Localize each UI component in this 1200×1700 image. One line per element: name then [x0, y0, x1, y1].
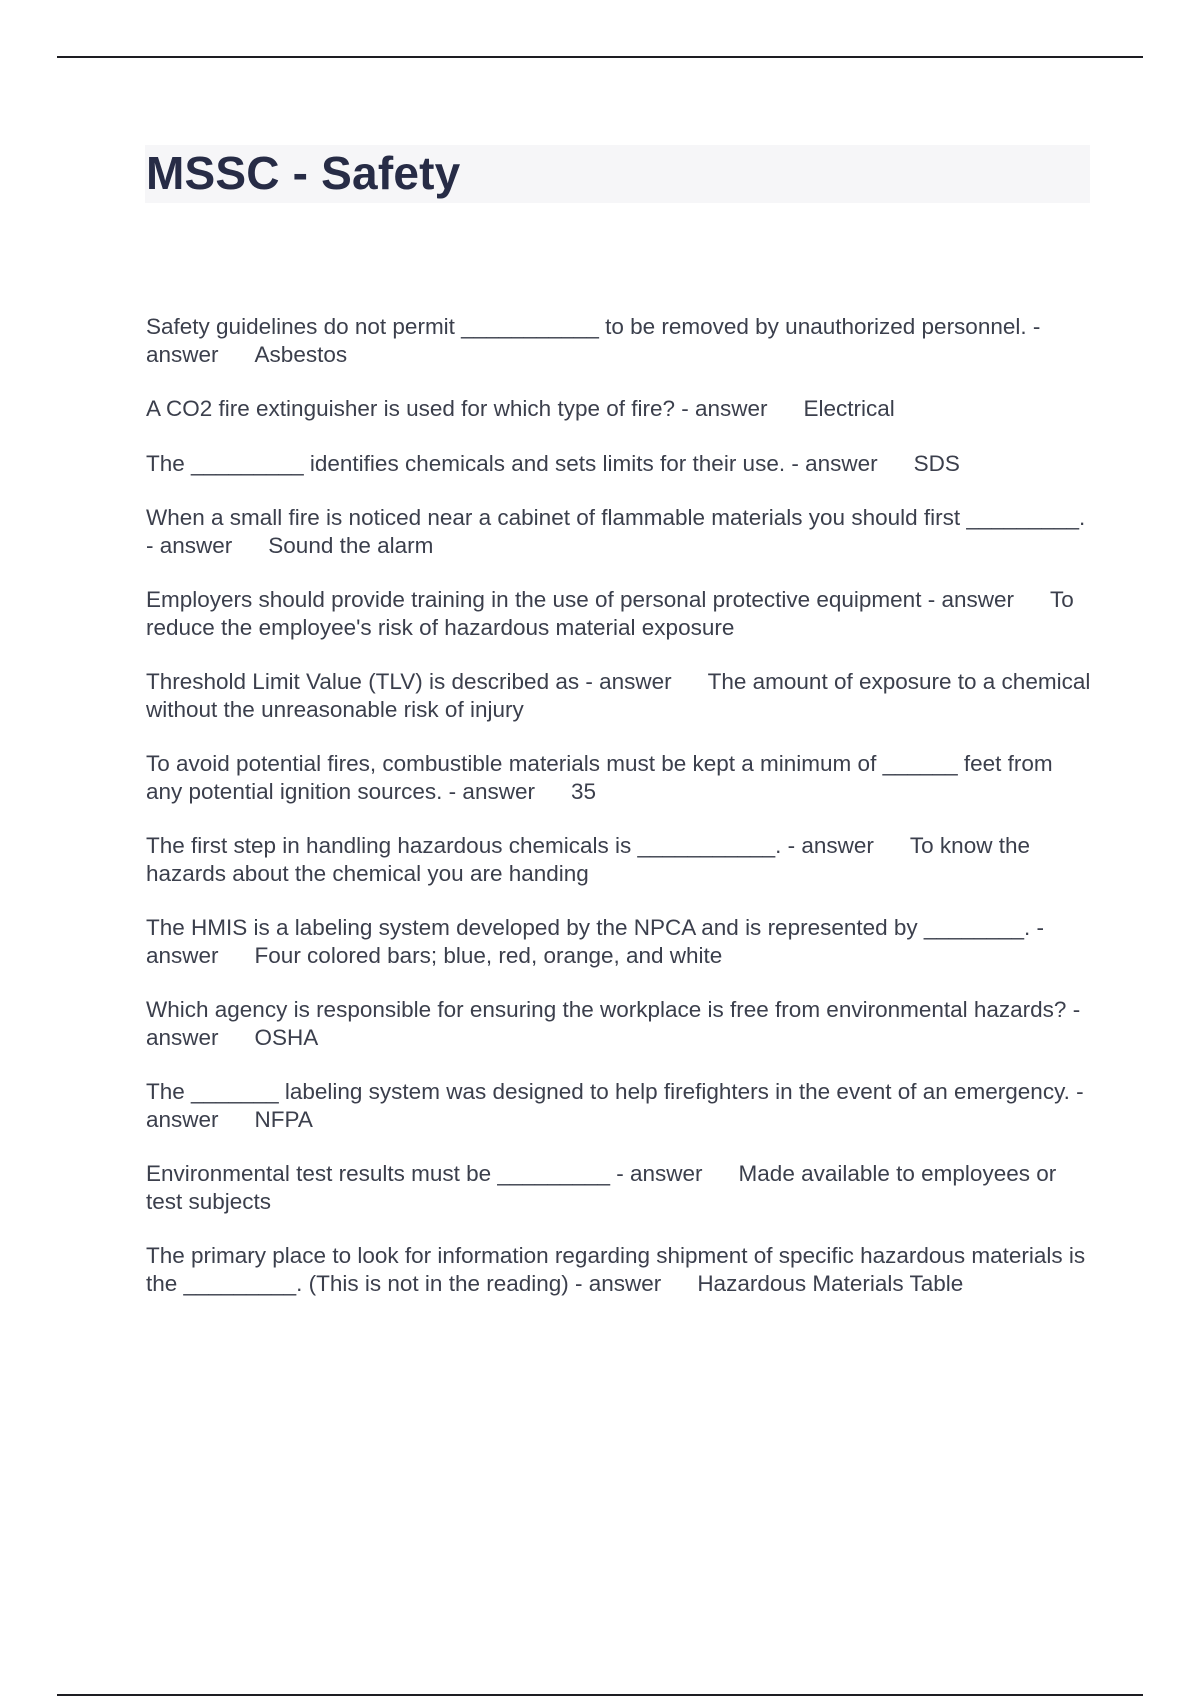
qa-item — [146, 504, 1091, 559]
qa-item — [146, 1078, 1091, 1133]
page-title: MSSC - Safety — [146, 147, 461, 199]
qa-item — [146, 832, 1091, 887]
qa-item — [146, 996, 1091, 1051]
question-text: The primary place to look for information regarding shipment of specific hazardous materials is the _________. (This is not in the reading) - answer — [146, 1243, 1086, 1296]
qa-item — [146, 450, 1091, 478]
question-text: A CO2 fire extinguisher is used for which type of fire? - answer — [146, 396, 768, 421]
question-text: To avoid potential fires, combustible materials must be kept a minimum of ______ feet from any potential ignition sources. - answer — [146, 751, 1053, 804]
qa-item — [146, 313, 1091, 368]
question-text: Environmental test results must be _________ - answer — [146, 1161, 703, 1186]
question-text: When a small fire is noticed near a cabinet of flammable materials you should first _________. - answer — [146, 505, 1086, 558]
answer-text: SDS — [913, 450, 960, 476]
qa-item — [146, 668, 1091, 723]
answer-text: Hazardous Materials Table — [697, 1270, 964, 1296]
answer-text: 35 — [570, 778, 596, 804]
qa-item — [146, 395, 1091, 423]
qa-item — [146, 1160, 1091, 1215]
answer-text: Four colored bars; blue, red, orange, and white — [254, 942, 723, 968]
question-text: The _________ identifies chemicals and sets limits for their use. - answer — [146, 450, 878, 476]
answer-text: NFPA — [254, 1106, 313, 1132]
question-text: Employers should provide training in the use of personal protective equipment - answer — [146, 587, 1014, 612]
question-text: Threshold Limit Value (TLV) is described as - answer — [146, 669, 672, 694]
question-text: Which agency is responsible for ensuring the workplace is free from environmental hazards? - answer — [146, 997, 1081, 1050]
question-text: The _______ labeling system was designed to help firefighters in the event of an emergency. - answer — [146, 1079, 1084, 1132]
answer-text: To know the hazards about the chemical you are handing — [146, 833, 1030, 886]
answer-text: Asbestos — [254, 341, 348, 367]
bottom-rule — [57, 1694, 1143, 1696]
question-text: Safety guidelines do not permit ___________ to be removed by unauthorized personnel. - answer — [146, 314, 1041, 367]
qa-item — [146, 586, 1091, 641]
answer-text: Electrical — [803, 396, 895, 421]
qa-item — [146, 914, 1091, 969]
question-text: The first step in handling hazardous chemicals is ___________. - answer — [146, 833, 874, 858]
question-answer-list — [146, 313, 1091, 1324]
answer-text: The amount of exposure to a chemical without the unreasonable risk of injury — [146, 669, 1091, 722]
qa-item — [146, 750, 1091, 805]
question-text: The HMIS is a labeling system developed by the NPCA and is represented by ________. - answer — [146, 915, 1045, 968]
answer-text: OSHA — [254, 1024, 319, 1050]
top-rule — [57, 56, 1143, 58]
qa-item — [146, 1242, 1091, 1297]
answer-text: Made available to employees or test subjects — [146, 1161, 1057, 1214]
answer-text: To reduce the employee's risk of hazardous material exposure — [146, 587, 1074, 640]
answer-text: Sound the alarm — [268, 532, 434, 558]
